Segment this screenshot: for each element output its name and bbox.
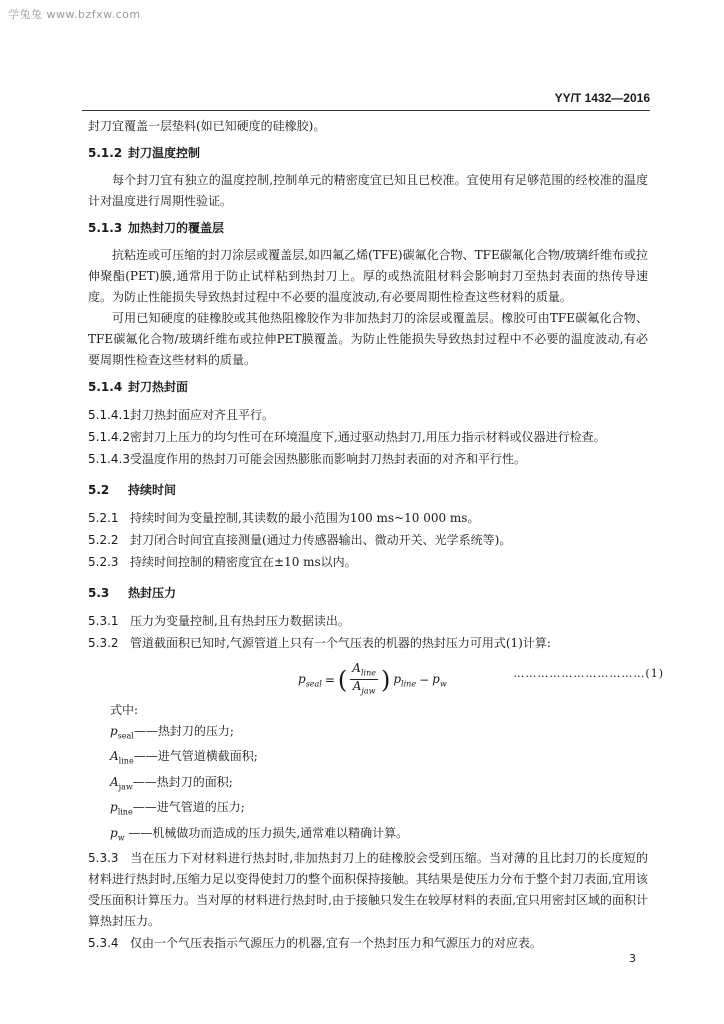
paragraph: 每个封刀宜有独立的温度控制,控制单元的精密度宜已知且已校准。宜使用有足够范围的经校准的温度计对温度进行周期性验证。 xyxy=(88,173,648,208)
clause-number: 5.2.1 xyxy=(88,511,119,525)
intro-text: 封刀宜覆盖一层垫料(如已知硬度的硅橡胶)。 xyxy=(88,119,326,133)
symbol-definition: $p_w$ ——机械做功而造成的压力损失,通常难以精确计算。 xyxy=(110,825,409,842)
clause-text: 持续时间为变量控制,其读数的最小范围为100 ms~10 000 ms。 xyxy=(130,511,480,525)
symbol-definition: $p_{line}——$进气管道的压力; xyxy=(110,800,245,817)
symbol-definitions xyxy=(110,721,648,848)
section-title: 加热封刀的覆盖层 xyxy=(128,221,225,235)
clause-item xyxy=(88,610,648,632)
formula-block xyxy=(88,656,664,700)
heading-5-3 xyxy=(88,583,648,604)
clause-item xyxy=(88,848,648,932)
section-title: 热封压力 xyxy=(128,586,177,600)
clause-number: 5.2.3 xyxy=(88,555,119,569)
section-number: 5.3 xyxy=(88,586,110,600)
heading-5-1-3 xyxy=(88,218,648,239)
formula-pressure-loss: $p_w$ xyxy=(432,671,447,689)
page-content xyxy=(88,116,664,954)
clause-item xyxy=(88,448,648,470)
clause-number: 5.2.2 xyxy=(88,533,119,547)
clause-item xyxy=(88,426,648,448)
clause-item xyxy=(88,404,648,426)
clause-item xyxy=(88,932,648,954)
section-title: 封刀温度控制 xyxy=(128,146,201,160)
equals-sign: = xyxy=(324,672,335,687)
right-paren: ) xyxy=(380,665,391,694)
header-rule xyxy=(82,110,650,111)
clause-number: 5.1.4.2 xyxy=(88,430,130,444)
heading-5-2 xyxy=(88,480,648,501)
formula-line-pressure: $p_{line}$ xyxy=(393,671,417,689)
standard-code: YY/T 1432—2016 xyxy=(554,91,650,105)
clause-number: 5.1.4.3 xyxy=(88,452,130,466)
clause-item xyxy=(88,529,648,551)
symbol-definition: $A_{line}——$进气管道横截面积; xyxy=(110,749,258,766)
clause-number: 5.3.2 xyxy=(88,636,119,650)
clause-number: 5.1.4.1 xyxy=(88,408,130,422)
heading-5-1-2 xyxy=(88,143,648,164)
symbol-definition: $p_{seal}——$热封刀的压力; xyxy=(110,724,234,741)
fraction-numerator: $A_{line}$ xyxy=(350,662,378,680)
clause-text: 当在压力下对材料进行热封时,非加热封刀上的硅橡胶会受到压缩。当对薄的且比封刀的长度短的材料进行热封时,压缩力足以变得使封刀的整个面积保持接触。其结果是使压力分布于整个封刀表面,宜用该受压面积计算压力。当对厚的材料进行热封时,由于接触只发生在较厚材料的表面,宜只用密封区域的面积计算热封压力。 xyxy=(88,850,648,928)
section-title: 持续时间 xyxy=(128,483,177,497)
left-paren: ( xyxy=(337,665,348,694)
heading-5-1-4 xyxy=(88,377,648,398)
paragraph: 抗粘连或可压缩的封刀涂层或覆盖层,如四氟乙烯(TFE)碳氟化合物、TFE碳氟化合物/玻璃纤维布或拉伸聚酯(PET)膜,通常用于防止试样粘到热封刀上。厚的或热流阻材料会影响封刀至热封表面的热传导速度。为防止性能损失导致热封过程中不必要的温度波动,有必要周期性检查这些材料的质量。 xyxy=(88,248,648,304)
symbol-definition: $A_{jaw}——$热封刀的面积; xyxy=(110,774,233,792)
clause-number: 5.3.3 xyxy=(88,850,119,865)
clause-text: 仅由一个气压表指示气源压力的机器,宜有一个热封压力和气源压力的对应表。 xyxy=(130,935,542,950)
area-ratio-fraction xyxy=(350,662,378,698)
clause-number: 5.3.1 xyxy=(88,614,119,628)
clause-text: 压力为变量控制,且有热封压力数据读出。 xyxy=(130,614,350,628)
paragraph: 可用已知硬度的硅橡胶或其他热阻橡胶作为非加热封刀的涂层或覆盖层。橡胶可由TFE碳氟化合物、TFE碳氟化合物/玻璃纤维布或拉伸PET膜覆盖。为防止性能损失导致热封过程中不必要的温度波动,有必要周期性检查这些材料的质量。 xyxy=(88,311,648,367)
section-number: 5.2 xyxy=(88,483,110,497)
section-number: 5.1.4 xyxy=(88,380,123,394)
clause-text: 密封刀上压力的均匀性可在环境温度下,通过驱动热封刀,用压力指示材料或仪器进行检查。 xyxy=(130,430,606,444)
equation xyxy=(298,662,447,698)
clause-text: 封刀闭合时间宜直接测量(通过力传感器输出、微动开关、光学系统等)。 xyxy=(130,533,512,547)
clause-item xyxy=(88,632,648,654)
equation-number: ……………………………(1) xyxy=(513,667,664,680)
clause-text: 管道截面积已知时,气源管道上只有一个气压表的机器的热封压力可用式(1)计算: xyxy=(130,636,551,650)
clause-text: 封刀热封面应对齐且平行。 xyxy=(130,408,275,422)
clause-text: 持续时间控制的精密度宜在±10 ms以内。 xyxy=(130,555,357,569)
minus-sign: − xyxy=(419,672,430,687)
section-number: 5.1.2 xyxy=(88,146,123,160)
watermark: 学兔兔 www.bzfxw.com xyxy=(8,8,141,21)
formula-lhs: $p_{seal}$ xyxy=(298,671,322,689)
section-title: 封刀热封面 xyxy=(128,380,189,394)
where-label: 式中: xyxy=(110,703,139,717)
clause-item xyxy=(88,551,648,573)
clause-text: 受温度作用的热封刀可能会因热膨胀而影响封刀热封表面的对齐和平行性。 xyxy=(130,452,527,466)
clause-item xyxy=(88,507,648,529)
section-number: 5.1.3 xyxy=(88,221,123,235)
fraction-denominator: $A_{jaw}$ xyxy=(352,679,376,696)
page-number: 3 xyxy=(629,952,636,965)
clause-number: 5.3.4 xyxy=(88,935,119,950)
